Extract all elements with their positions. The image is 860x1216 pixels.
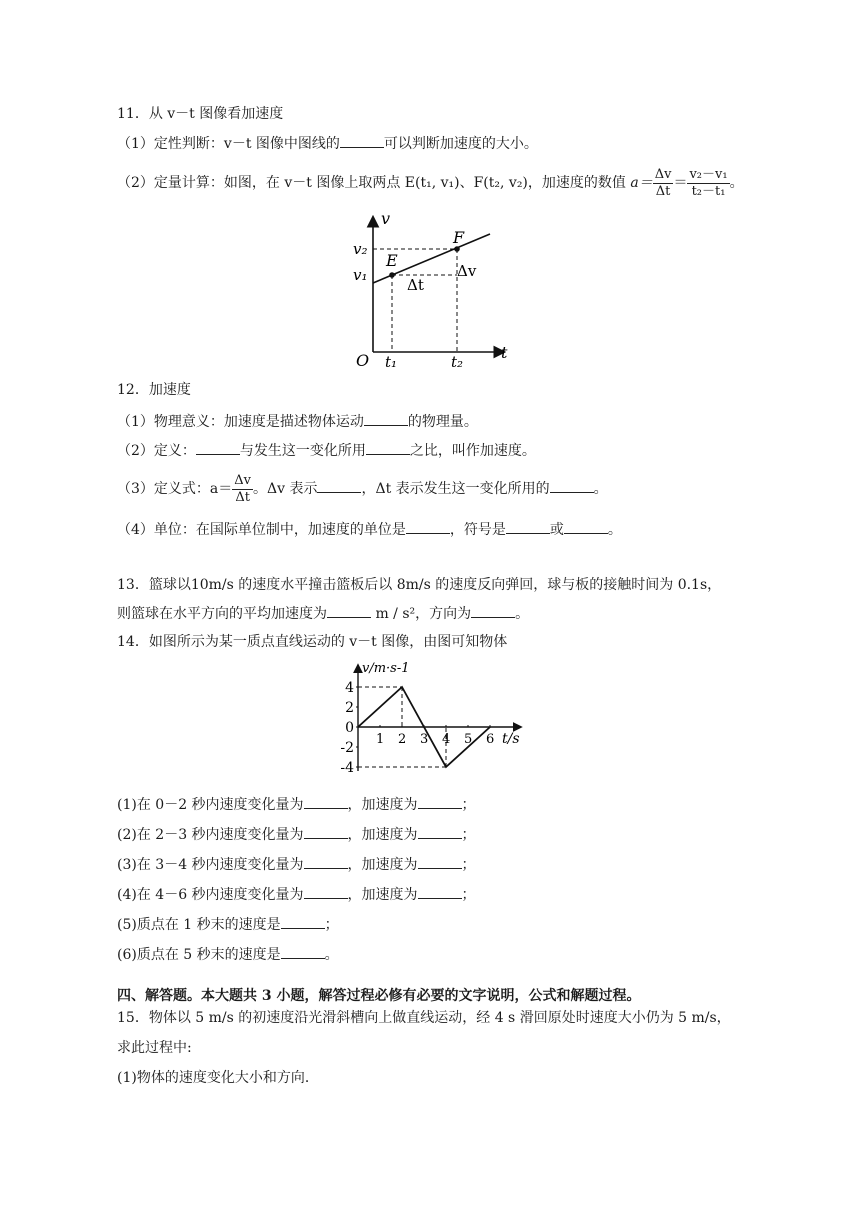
q13-line2: 则篮球在水平方向的平均加速度为 m / s²，方向为 。 [117, 603, 529, 624]
answer-blank[interactable] [317, 478, 361, 493]
q11-part1 [117, 133, 538, 154]
q12-part4: （4）单位：在国际单位制中，加速度的单位是 ，符号是 或 。 [117, 519, 622, 540]
answer-blank[interactable] [304, 824, 348, 839]
q11-part2: （2）定量计算：如图，在 v－t 图像上取两点 E(t₁, v₁)、F(t₂, v₂)，加速度的数值 a＝ $\frac{\Delta v}{\Delta t}$ ＝ $\frac{\text{v₂－v₁}}{\text{t₂－t₁}}$ 。 [117, 166, 744, 199]
q14-item-6: (6)质点在 5 秒末的速度是 。 [117, 944, 339, 965]
answer-blank[interactable] [304, 854, 348, 869]
answer-blank[interactable] [196, 440, 240, 455]
answer-blank[interactable] [418, 854, 462, 869]
answer-blank[interactable] [366, 440, 410, 455]
q15-line1: 15．物体以 5 m/s 的初速度沿光滑斜槽向上做直线运动，经 4 s 滑回原处时速度大小仍为 5 m/s， [117, 1010, 731, 1026]
answer-blank[interactable] [304, 794, 348, 809]
answer-blank[interactable] [340, 133, 384, 148]
e-label: E [386, 251, 398, 270]
formula-a: a＝ [630, 175, 653, 191]
q12-title: 12．加速度 [117, 382, 191, 398]
v2-label: v₂ [353, 240, 368, 258]
answer-blank[interactable] [471, 603, 515, 618]
answer-blank[interactable] [506, 519, 550, 534]
y-tick-label: 4 [345, 680, 354, 696]
f-label: F [453, 228, 465, 247]
t2-label: t₂ [451, 353, 464, 371]
y-tick-label: 0 [345, 720, 354, 736]
x-tick-label: 4 [442, 732, 451, 747]
answer-blank[interactable] [564, 519, 608, 534]
section-heading: 四、解答题。本大题共 3 小题，解答过程必修有必要的文字说明，公式和解题过程。 [117, 988, 641, 1004]
point-f [454, 246, 460, 252]
point-e [389, 272, 395, 278]
fraction-dv-dt-2: $\frac{\Delta v}{\Delta t}$ [234, 472, 251, 505]
x-tick-label: 2 [398, 732, 407, 747]
q14-item-2: (2)在 2－3 秒内速度变化量为 ，加速度为 ； [117, 824, 476, 845]
answer-blank[interactable] [327, 603, 371, 618]
t-axis-label: t [501, 343, 508, 362]
q11-part1-post: 可以判断加速度的大小。 [383, 136, 538, 152]
x-tick-label: 1 [376, 732, 385, 747]
x-axis-label: t/s [502, 731, 520, 747]
q14-item-3: (3)在 3－4 秒内速度变化量为 ，加速度为 ； [117, 854, 476, 875]
q11-part1-pre: （1）定性判断：v－t 图像中图线的 [117, 136, 340, 152]
q14-title: 14．如图所示为某一质点直线运动的 v－t 图像，由图可知物体 [117, 634, 508, 650]
q14-item-5: (5)质点在 1 秒末的速度是 ； [117, 914, 339, 935]
answer-blank[interactable] [550, 478, 594, 493]
fraction-v-t: $\frac{\text{v₂－v₁}}{\text{t₂－t₁}}$ [689, 166, 728, 199]
q11-title: 11．从 v－t 图像看加速度 [117, 106, 284, 122]
q15-line3: (1)物体的速度变化大小和方向． [117, 1070, 319, 1086]
v1-label: v₁ [353, 266, 368, 284]
q12-part1: （1）物理意义：加速度是描述物体运动 的物理量。 [117, 411, 478, 432]
y-tick-label: 2 [345, 700, 354, 716]
answer-blank[interactable] [281, 944, 325, 959]
q15-line2: 求此过程中: [117, 1040, 192, 1056]
vt-concept-graph [345, 212, 515, 372]
answer-blank[interactable] [418, 884, 462, 899]
q11-part2-text: （2）定量计算：如图，在 v－t 图像上取两点 E(t₁, v₁)、F(t₂, v₂)，加速度的数值 [117, 175, 626, 191]
answer-blank[interactable] [304, 884, 348, 899]
answer-blank[interactable] [406, 519, 450, 534]
q12-part2: （2）定义： 与发生这一变化所用 之比，叫作加速度。 [117, 440, 536, 461]
delta-v-label: Δv [457, 262, 477, 280]
answer-blank[interactable] [281, 914, 325, 929]
q13-line1: 13．篮球以10m/s 的速度水平撞击篮板后以 8m/s 的速度反向弹回，球与板的接触时间为 0.1s， [117, 577, 722, 593]
vt-chart [330, 660, 530, 780]
origin-label: O [356, 351, 370, 370]
answer-blank[interactable] [364, 411, 408, 426]
answer-blank[interactable] [418, 824, 462, 839]
q12-part3: （3）定义式：a＝ $\frac{\Delta v}{\Delta t}$ 。Δv 表示 ，Δt 表示发生这一变化所用的 。 [117, 472, 608, 505]
y-axis-label: v/m·s-1 [362, 661, 410, 676]
x-tick-label: 3 [420, 732, 429, 747]
y-tick-label: -4 [340, 760, 354, 776]
delta-t-label: Δt [407, 276, 424, 294]
x-tick-label: 6 [486, 732, 495, 747]
q14-item-4: (4)在 4－6 秒内速度变化量为 ，加速度为 ； [117, 884, 476, 905]
t1-label: t₁ [385, 353, 398, 371]
answer-blank[interactable] [418, 794, 462, 809]
x-tick-label: 5 [464, 732, 473, 747]
fraction-dv-dt: $\frac{\Delta v}{\Delta t}$ [654, 166, 672, 199]
q14-item-1: (1)在 0－2 秒内速度变化量为 ，加速度为 ； [117, 794, 476, 815]
y-tick-label: -2 [340, 740, 354, 756]
v-axis-label: v [381, 212, 391, 228]
